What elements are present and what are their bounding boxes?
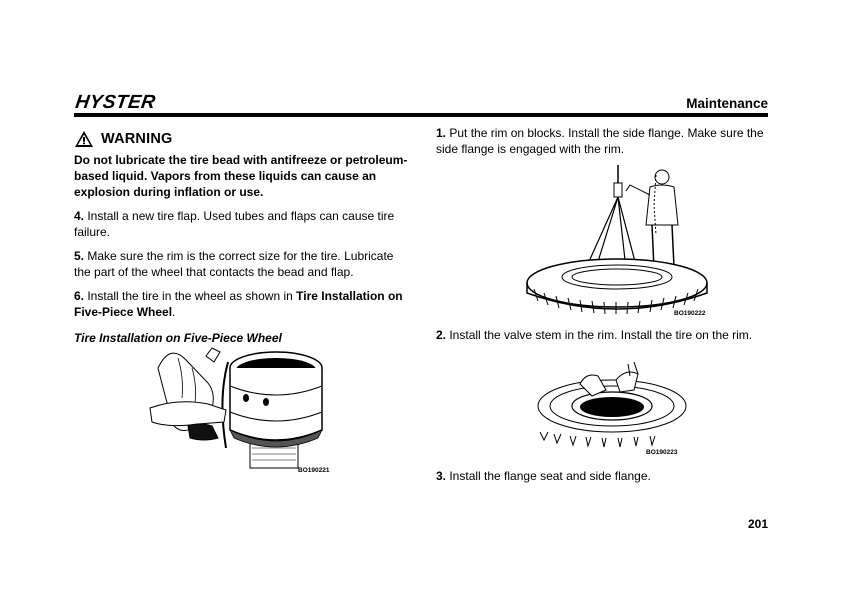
step-number: 1.: [436, 126, 447, 140]
valve-stem-illustration: [534, 350, 694, 458]
step-number: 5.: [74, 249, 85, 263]
step-text-end: .: [172, 305, 176, 319]
warning-title: WARNING: [101, 131, 173, 147]
step-2: [436, 327, 776, 343]
step-number: 4.: [74, 209, 85, 223]
step-3: [436, 468, 776, 484]
step-text: Install a new tire flap. Used tubes and flaps can cause tire failure.: [74, 209, 395, 239]
rim-on-blocks-illustration: [522, 165, 722, 320]
figure-code: BO190222: [674, 310, 706, 317]
section-title: Maintenance: [686, 96, 768, 111]
step-5: [74, 248, 410, 280]
step-text: Put the rim on blocks. Install the side flange. Make sure the side flange is engaged with the rim.: [436, 126, 764, 156]
header-rule: [74, 113, 768, 117]
step-6: [74, 288, 410, 320]
warning-header: [74, 128, 410, 150]
step-text: Install the valve stem in the rim. Install the tire on the rim.: [446, 328, 753, 342]
step-text: Make sure the rim is the correct size for the tire. Lubricate the part of the wheel that contacts the bead and flap.: [74, 249, 394, 279]
step-number: 3.: [436, 469, 447, 483]
step-number: 2.: [436, 328, 447, 342]
figure-caption: Tire Installation on Five-Piece Wheel: [74, 331, 282, 345]
step-1: [436, 125, 772, 157]
step-number: 6.: [74, 289, 85, 303]
five-piece-wheel-illustration: [148, 338, 338, 478]
step-text: Install the flange seat and side flange.: [446, 469, 651, 483]
figure-code: BO190223: [646, 449, 678, 456]
step-text: Install the tire in the wheel as shown in: [84, 289, 297, 303]
figure-reference-link[interactable]: Tire Installation on Five-Piece Wheel: [74, 289, 403, 319]
warning-triangle-icon: [74, 130, 94, 148]
brand-logo: HYSTER: [74, 92, 158, 113]
left-column: [74, 128, 410, 346]
warning-text: Do not lubricate the tire bead with antifreeze or petroleum-based liquid. Vapors from these liquids can cause an explosion during inflation or use.: [74, 153, 408, 199]
step-4: [74, 208, 410, 240]
right-column: [436, 125, 772, 165]
figure-code: BO190221: [298, 467, 330, 474]
page-number: 201: [747, 517, 768, 531]
